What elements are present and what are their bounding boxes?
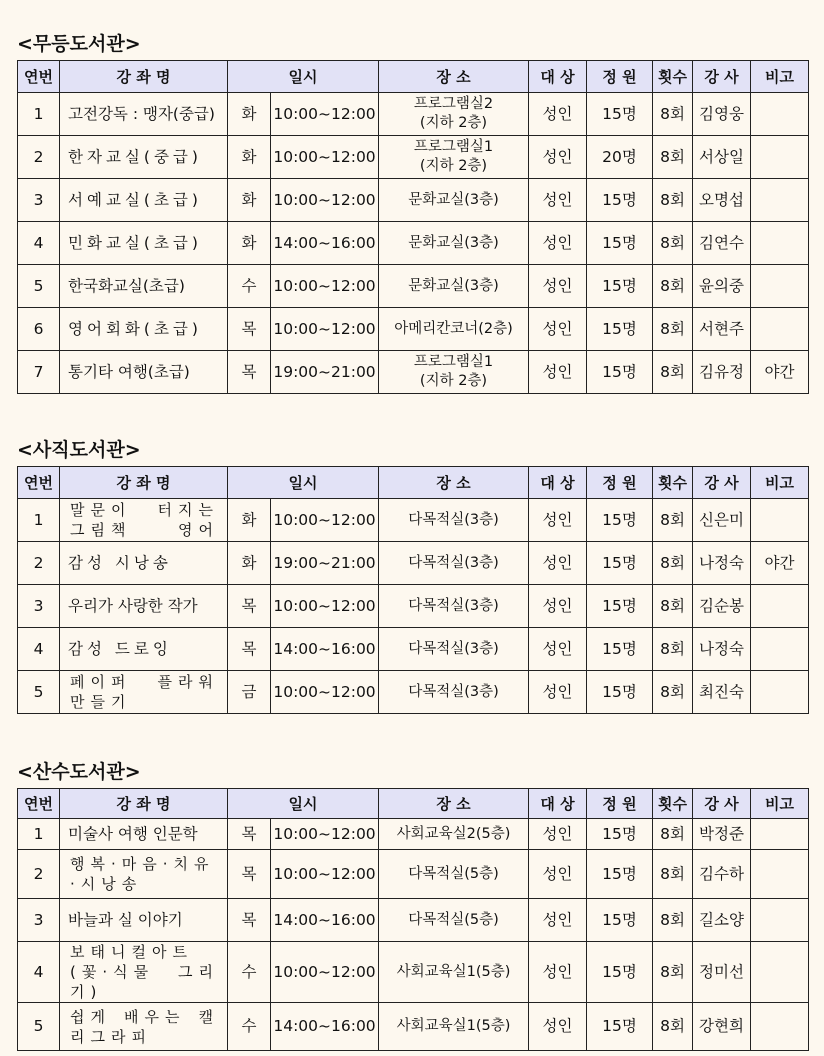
cell-capacity: 15명 [587,351,653,394]
header-course: 강 좌 명 [60,61,228,93]
cell-course: 민화교실(초급) [60,222,228,265]
cell-instructor: 김연수 [693,222,751,265]
header-schedule: 일시 [228,467,379,499]
cell-note [751,628,809,671]
cell-note [751,136,809,179]
cell-day: 목 [228,628,271,671]
header-capacity: 정 원 [587,467,653,499]
cell-course: 말문이 터지는 그림책 영어 [60,499,228,542]
cell-note: 야간 [751,351,809,394]
table-row [18,542,809,585]
cell-place: 문화교실(3층) [379,265,529,308]
cell-capacity: 15명 [587,179,653,222]
cell-course: 미술사 여행 인문학 [60,819,228,850]
cell-day: 화 [228,222,271,265]
cell-instructor: 최진숙 [693,671,751,714]
cell-time: 10:00~12:00 [271,179,379,222]
cell-note [751,585,809,628]
cell-place: 다목적실(5층) [379,899,529,942]
cell-target: 성인 [529,499,587,542]
cell-no: 4 [18,628,60,671]
header-instructor: 강 사 [693,61,751,93]
cell-no: 2 [18,542,60,585]
cell-target: 성인 [529,942,587,1003]
header-place: 장 소 [379,61,529,93]
cell-course: 바늘과 실 이야기 [60,899,228,942]
table-header-row [18,467,809,499]
cell-count: 8회 [653,499,693,542]
cell-no: 2 [18,850,60,899]
cell-no: 4 [18,942,60,1003]
cell-place [379,136,529,179]
cell-time: 10:00~12:00 [271,819,379,850]
cell-count: 8회 [653,899,693,942]
cell-time: 10:00~12:00 [271,265,379,308]
cell-no: 5 [18,671,60,714]
cell-capacity: 15명 [587,899,653,942]
course-table [17,788,809,1051]
cell-target: 성인 [529,671,587,714]
cell-time: 14:00~16:00 [271,1003,379,1051]
place-line-1: 프로그램실2 [413,96,494,112]
place-line-2: (지하 2층) [419,115,488,131]
cell-course: 감성 드로잉 [60,628,228,671]
cell-capacity: 15명 [587,942,653,1003]
cell-time: 10:00~12:00 [271,671,379,714]
cell-time: 14:00~16:00 [271,899,379,942]
cell-target: 성인 [529,1003,587,1051]
cell-place: 다목적실(3층) [379,542,529,585]
cell-target: 성인 [529,351,587,394]
cell-count: 8회 [653,222,693,265]
table-row [18,819,809,850]
cell-day: 목 [228,899,271,942]
cell-count: 8회 [653,308,693,351]
header-note: 비고 [751,61,809,93]
cell-no: 1 [18,93,60,136]
cell-target: 성인 [529,222,587,265]
cell-instructor: 김수하 [693,850,751,899]
cell-time: 10:00~12:00 [271,136,379,179]
cell-capacity: 15명 [587,308,653,351]
cell-instructor: 신은미 [693,499,751,542]
cell-instructor: 길소양 [693,899,751,942]
cell-instructor: 서현주 [693,308,751,351]
cell-place: 사회교육실1(5층) [379,1003,529,1051]
cell-course: 서예교실(초급) [60,179,228,222]
section-sansu [17,756,808,1051]
cell-no: 5 [18,265,60,308]
section-title: <사직도서관> [17,439,141,461]
table-header-row [18,61,809,93]
header-count: 횟수 [653,467,693,499]
cell-capacity: 15명 [587,850,653,899]
cell-note [751,899,809,942]
header-no: 연번 [18,789,60,819]
cell-time: 10:00~12:00 [271,308,379,351]
cell-note [751,308,809,351]
cell-course: 영어회화(초급) [60,308,228,351]
header-count: 횟수 [653,61,693,93]
cell-target: 성인 [529,136,587,179]
cell-time: 19:00~21:00 [271,351,379,394]
cell-capacity: 15명 [587,819,653,850]
cell-count: 8회 [653,671,693,714]
section-mudeung [17,28,808,394]
header-schedule: 일시 [228,789,379,819]
cell-time: 19:00~21:00 [271,542,379,585]
cell-time: 10:00~12:00 [271,850,379,899]
cell-place: 문화교실(3층) [379,179,529,222]
section-sajik [17,434,808,714]
table-row [18,308,809,351]
cell-note [751,850,809,899]
cell-count: 8회 [653,942,693,1003]
cell-place: 다목적실(3층) [379,671,529,714]
cell-no: 3 [18,179,60,222]
header-instructor: 강 사 [693,467,751,499]
cell-target: 성인 [529,179,587,222]
course-table [17,466,809,714]
header-place: 장 소 [379,467,529,499]
cell-instructor: 나정숙 [693,542,751,585]
header-capacity: 정 원 [587,61,653,93]
cell-course: 통기타 여행(초급) [60,351,228,394]
cell-count: 8회 [653,136,693,179]
cell-no: 1 [18,819,60,850]
cell-day: 화 [228,542,271,585]
table-row [18,265,809,308]
header-place: 장 소 [379,789,529,819]
cell-instructor: 강현희 [693,1003,751,1051]
place-line-2: (지하 2층) [419,373,488,389]
cell-count: 8회 [653,850,693,899]
cell-note: 야간 [751,542,809,585]
place-line-1: 프로그램실1 [413,139,494,155]
cell-course: 행복·마음·치유·시낭송 [60,850,228,899]
header-instructor: 강 사 [693,789,751,819]
header-course: 강 좌 명 [60,467,228,499]
cell-capacity: 15명 [587,93,653,136]
header-schedule: 일시 [228,61,379,93]
cell-capacity: 15명 [587,628,653,671]
header-course: 강 좌 명 [60,789,228,819]
cell-count: 8회 [653,628,693,671]
header-target: 대 상 [529,61,587,93]
cell-target: 성인 [529,850,587,899]
cell-place: 아메리칸코너(2층) [379,308,529,351]
cell-note [751,222,809,265]
cell-capacity: 15명 [587,265,653,308]
cell-course: 한자교실(중급) [60,136,228,179]
cell-day: 화 [228,499,271,542]
cell-count: 8회 [653,819,693,850]
header-no: 연번 [18,467,60,499]
table-row [18,136,809,179]
table-header-row [18,789,809,819]
cell-day: 화 [228,136,271,179]
cell-day: 목 [228,308,271,351]
cell-note [751,265,809,308]
cell-instructor: 김영웅 [693,93,751,136]
cell-course: 감성 시낭송 [60,542,228,585]
cell-target: 성인 [529,585,587,628]
cell-no: 3 [18,899,60,942]
cell-count: 8회 [653,542,693,585]
cell-day: 화 [228,179,271,222]
cell-capacity: 15명 [587,1003,653,1051]
cell-day: 수 [228,265,271,308]
cell-target: 성인 [529,819,587,850]
cell-no: 2 [18,136,60,179]
cell-capacity: 15명 [587,542,653,585]
cell-instructor: 박정준 [693,819,751,850]
cell-count: 8회 [653,179,693,222]
cell-count: 8회 [653,93,693,136]
cell-time: 14:00~16:00 [271,222,379,265]
cell-instructor: 김순봉 [693,585,751,628]
cell-no: 7 [18,351,60,394]
header-capacity: 정 원 [587,789,653,819]
cell-note [751,179,809,222]
cell-count: 8회 [653,585,693,628]
place-line-2: (지하 2층) [419,158,488,174]
cell-day: 목 [228,819,271,850]
cell-target: 성인 [529,93,587,136]
cell-capacity: 15명 [587,585,653,628]
cell-no: 6 [18,308,60,351]
cell-place: 다목적실(3층) [379,499,529,542]
cell-place: 사회교육실2(5층) [379,819,529,850]
header-target: 대 상 [529,467,587,499]
cell-target: 성인 [529,308,587,351]
header-note: 비고 [751,467,809,499]
table-row [18,179,809,222]
cell-course: 페이퍼 플라워 만들기 [60,671,228,714]
cell-target: 성인 [529,265,587,308]
cell-no: 3 [18,585,60,628]
table-row [18,899,809,942]
cell-target: 성인 [529,628,587,671]
cell-day: 수 [228,1003,271,1051]
table-row [18,585,809,628]
cell-course: 한국화교실(초급) [60,265,228,308]
section-title: <산수도서관> [17,761,141,783]
cell-note [751,1003,809,1051]
table-row [18,222,809,265]
cell-place [379,93,529,136]
header-target: 대 상 [529,789,587,819]
header-note: 비고 [751,789,809,819]
header-no: 연번 [18,61,60,93]
cell-note [751,93,809,136]
cell-time: 10:00~12:00 [271,942,379,1003]
cell-time: 10:00~12:00 [271,585,379,628]
section-title: <무등도서관> [17,33,141,55]
cell-place: 문화교실(3층) [379,222,529,265]
table-row [18,93,809,136]
table-row [18,351,809,394]
table-row [18,628,809,671]
cell-place: 다목적실(3층) [379,585,529,628]
cell-day: 목 [228,351,271,394]
cell-course: 고전강독 : 맹자(중급) [60,93,228,136]
cell-note [751,671,809,714]
cell-capacity: 15명 [587,499,653,542]
cell-capacity: 15명 [587,222,653,265]
cell-place: 다목적실(3층) [379,628,529,671]
cell-note [751,942,809,1003]
cell-place: 다목적실(5층) [379,850,529,899]
table-row [18,499,809,542]
cell-course: 보태니컬아트 (꽃·식물 그리기) [60,942,228,1003]
cell-time: 10:00~12:00 [271,499,379,542]
cell-course: 우리가 사랑한 작가 [60,585,228,628]
cell-count: 8회 [653,351,693,394]
table-row [18,1003,809,1051]
cell-place: 사회교육실1(5층) [379,942,529,1003]
cell-count: 8회 [653,1003,693,1051]
cell-instructor: 김유정 [693,351,751,394]
cell-day: 화 [228,93,271,136]
cell-no: 4 [18,222,60,265]
table-row [18,850,809,899]
place-line-1: 프로그램실1 [413,354,494,370]
table-row [18,671,809,714]
cell-instructor: 오명섭 [693,179,751,222]
cell-no: 5 [18,1003,60,1051]
course-table [17,60,809,394]
cell-instructor: 서상일 [693,136,751,179]
cell-note [751,499,809,542]
header-count: 횟수 [653,789,693,819]
cell-capacity: 20명 [587,136,653,179]
cell-course: 쉽게 배우는 캘리그라피 [60,1003,228,1051]
cell-day: 금 [228,671,271,714]
cell-time: 14:00~16:00 [271,628,379,671]
cell-no: 1 [18,499,60,542]
cell-day: 목 [228,585,271,628]
cell-instructor: 윤의중 [693,265,751,308]
cell-instructor: 나정숙 [693,628,751,671]
cell-capacity: 15명 [587,671,653,714]
cell-target: 성인 [529,542,587,585]
cell-day: 목 [228,850,271,899]
cell-day: 수 [228,942,271,1003]
cell-place [379,351,529,394]
cell-instructor: 정미선 [693,942,751,1003]
cell-time: 10:00~12:00 [271,93,379,136]
table-row [18,942,809,1003]
cell-target: 성인 [529,899,587,942]
cell-count: 8회 [653,265,693,308]
cell-note [751,819,809,850]
